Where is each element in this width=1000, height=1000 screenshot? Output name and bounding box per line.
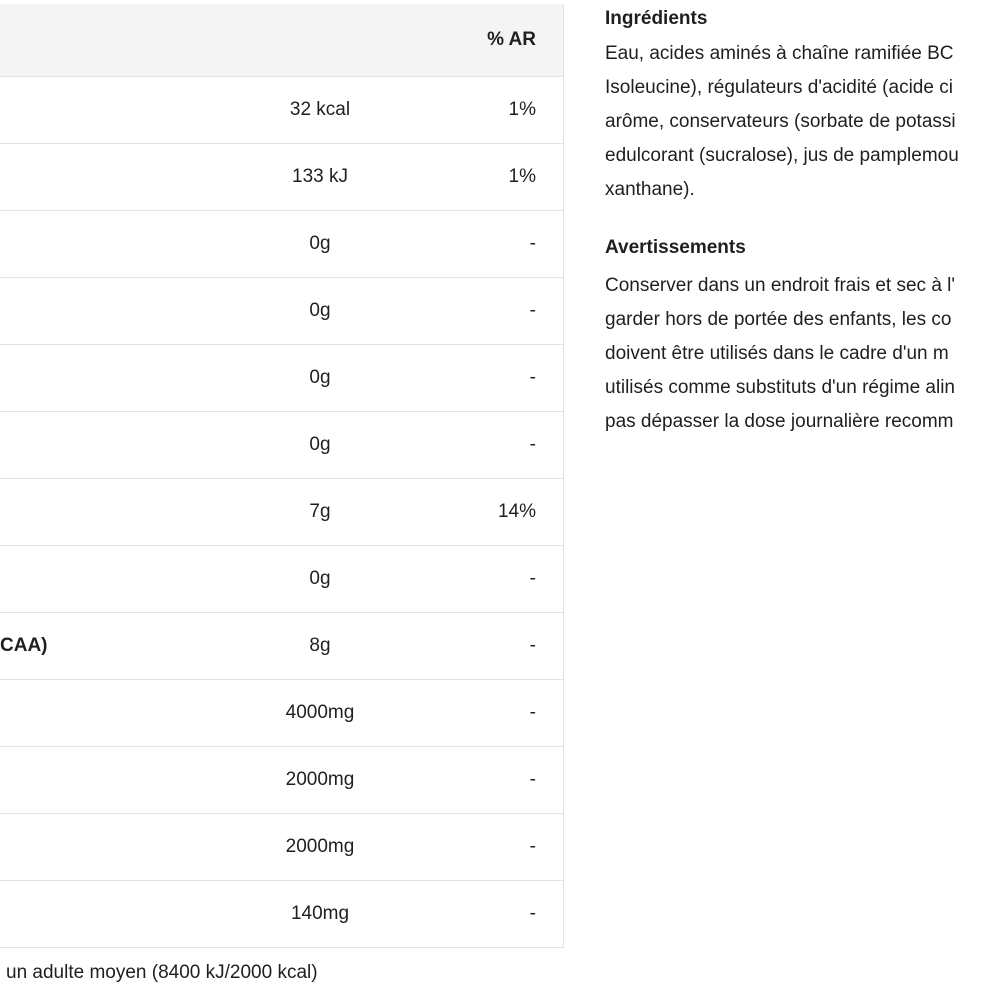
- reference-intake-footnote: un adulte moyen (8400 kJ/2000 kcal): [6, 962, 318, 983]
- warnings-section: [605, 237, 1000, 439]
- nutrient-name: [0, 747, 230, 814]
- nutrient-value: 140mg: [230, 881, 410, 948]
- nutrient-ar: -: [410, 881, 564, 948]
- nutrient-value: 7g: [230, 479, 410, 546]
- nutrient-ar: -: [410, 814, 564, 881]
- nutrient-ar: -: [410, 211, 564, 278]
- nutrient-ar: -: [410, 613, 564, 680]
- nutrition-table: [0, 4, 564, 948]
- ingredients-section: [605, 8, 1000, 207]
- table-row: [0, 747, 564, 814]
- ingredients-text: [605, 37, 1000, 207]
- table-row: [0, 345, 564, 412]
- nutrient-name: [0, 479, 230, 546]
- nutrient-ar: -: [410, 412, 564, 479]
- table-row: [0, 613, 564, 680]
- nutrient-name: [0, 278, 230, 345]
- ingredients-line: xanthane).: [605, 179, 695, 200]
- nutrient-name: [0, 77, 230, 144]
- nutrient-value: 8g: [230, 613, 410, 680]
- ingredients-line: arôme, conservateurs (sorbate de potassi: [605, 111, 956, 132]
- ingredients-line: Isoleucine), régulateurs d'acidité (acide ci: [605, 77, 953, 98]
- nutrient-value: 4000mg: [230, 680, 410, 747]
- nutrient-value: 0g: [230, 546, 410, 613]
- header-ar: % AR: [410, 4, 564, 77]
- nutrient-name: [0, 546, 230, 613]
- nutrient-ar: 14%: [410, 479, 564, 546]
- table-row: [0, 814, 564, 881]
- nutrient-ar: -: [410, 747, 564, 814]
- nutrient-value: 32 kcal: [230, 77, 410, 144]
- nutrient-value: 2000mg: [230, 747, 410, 814]
- warnings-line: utilisés comme substituts d'un régime alin: [605, 377, 955, 398]
- nutrient-value: 0g: [230, 345, 410, 412]
- nutrient-ar: -: [410, 546, 564, 613]
- nutrient-value: 0g: [230, 278, 410, 345]
- table-row: [0, 412, 564, 479]
- header-value: [230, 4, 410, 77]
- nutrient-ar: -: [410, 345, 564, 412]
- table-header-row: [0, 4, 564, 77]
- table-row: [0, 211, 564, 278]
- table-row: [0, 546, 564, 613]
- nutrient-name: [0, 412, 230, 479]
- ingredients-line: Eau, acides aminés à chaîne ramifiée BC: [605, 43, 954, 64]
- nutrient-name: [0, 680, 230, 747]
- nutrient-ar: 1%: [410, 144, 564, 211]
- warnings-line: doivent être utilisés dans le cadre d'un m: [605, 343, 949, 364]
- nutrient-name: [0, 345, 230, 412]
- nutrient-name: [0, 144, 230, 211]
- nutrient-name: CAA): [0, 613, 230, 680]
- ingredients-line: edulcorant (sucralose), jus de pamplemou: [605, 145, 959, 166]
- nutrient-ar: 1%: [410, 77, 564, 144]
- table-row: [0, 479, 564, 546]
- table-row: [0, 680, 564, 747]
- ingredients-title: Ingrédients: [605, 8, 708, 29]
- nutrient-value: 0g: [230, 211, 410, 278]
- nutrient-name: [0, 211, 230, 278]
- warnings-text: [605, 269, 1000, 439]
- table-row: [0, 77, 564, 144]
- nutrient-name: [0, 814, 230, 881]
- product-info: [605, 8, 1000, 439]
- warnings-line: Conserver dans un endroit frais et sec à l': [605, 275, 956, 296]
- nutrient-value: 0g: [230, 412, 410, 479]
- nutrient-ar: -: [410, 680, 564, 747]
- table-row: [0, 144, 564, 211]
- nutrient-value: 2000mg: [230, 814, 410, 881]
- nutrient-name: [0, 881, 230, 948]
- nutrient-ar: -: [410, 278, 564, 345]
- warnings-title: Avertissements: [605, 237, 746, 258]
- table-row: [0, 881, 564, 948]
- warnings-line: pas dépasser la dose journalière recomm: [605, 411, 954, 432]
- nutrient-value: 133 kJ: [230, 144, 410, 211]
- header-nutrient: [0, 4, 230, 77]
- table-row: [0, 278, 564, 345]
- warnings-line: garder hors de portée des enfants, les co: [605, 309, 952, 330]
